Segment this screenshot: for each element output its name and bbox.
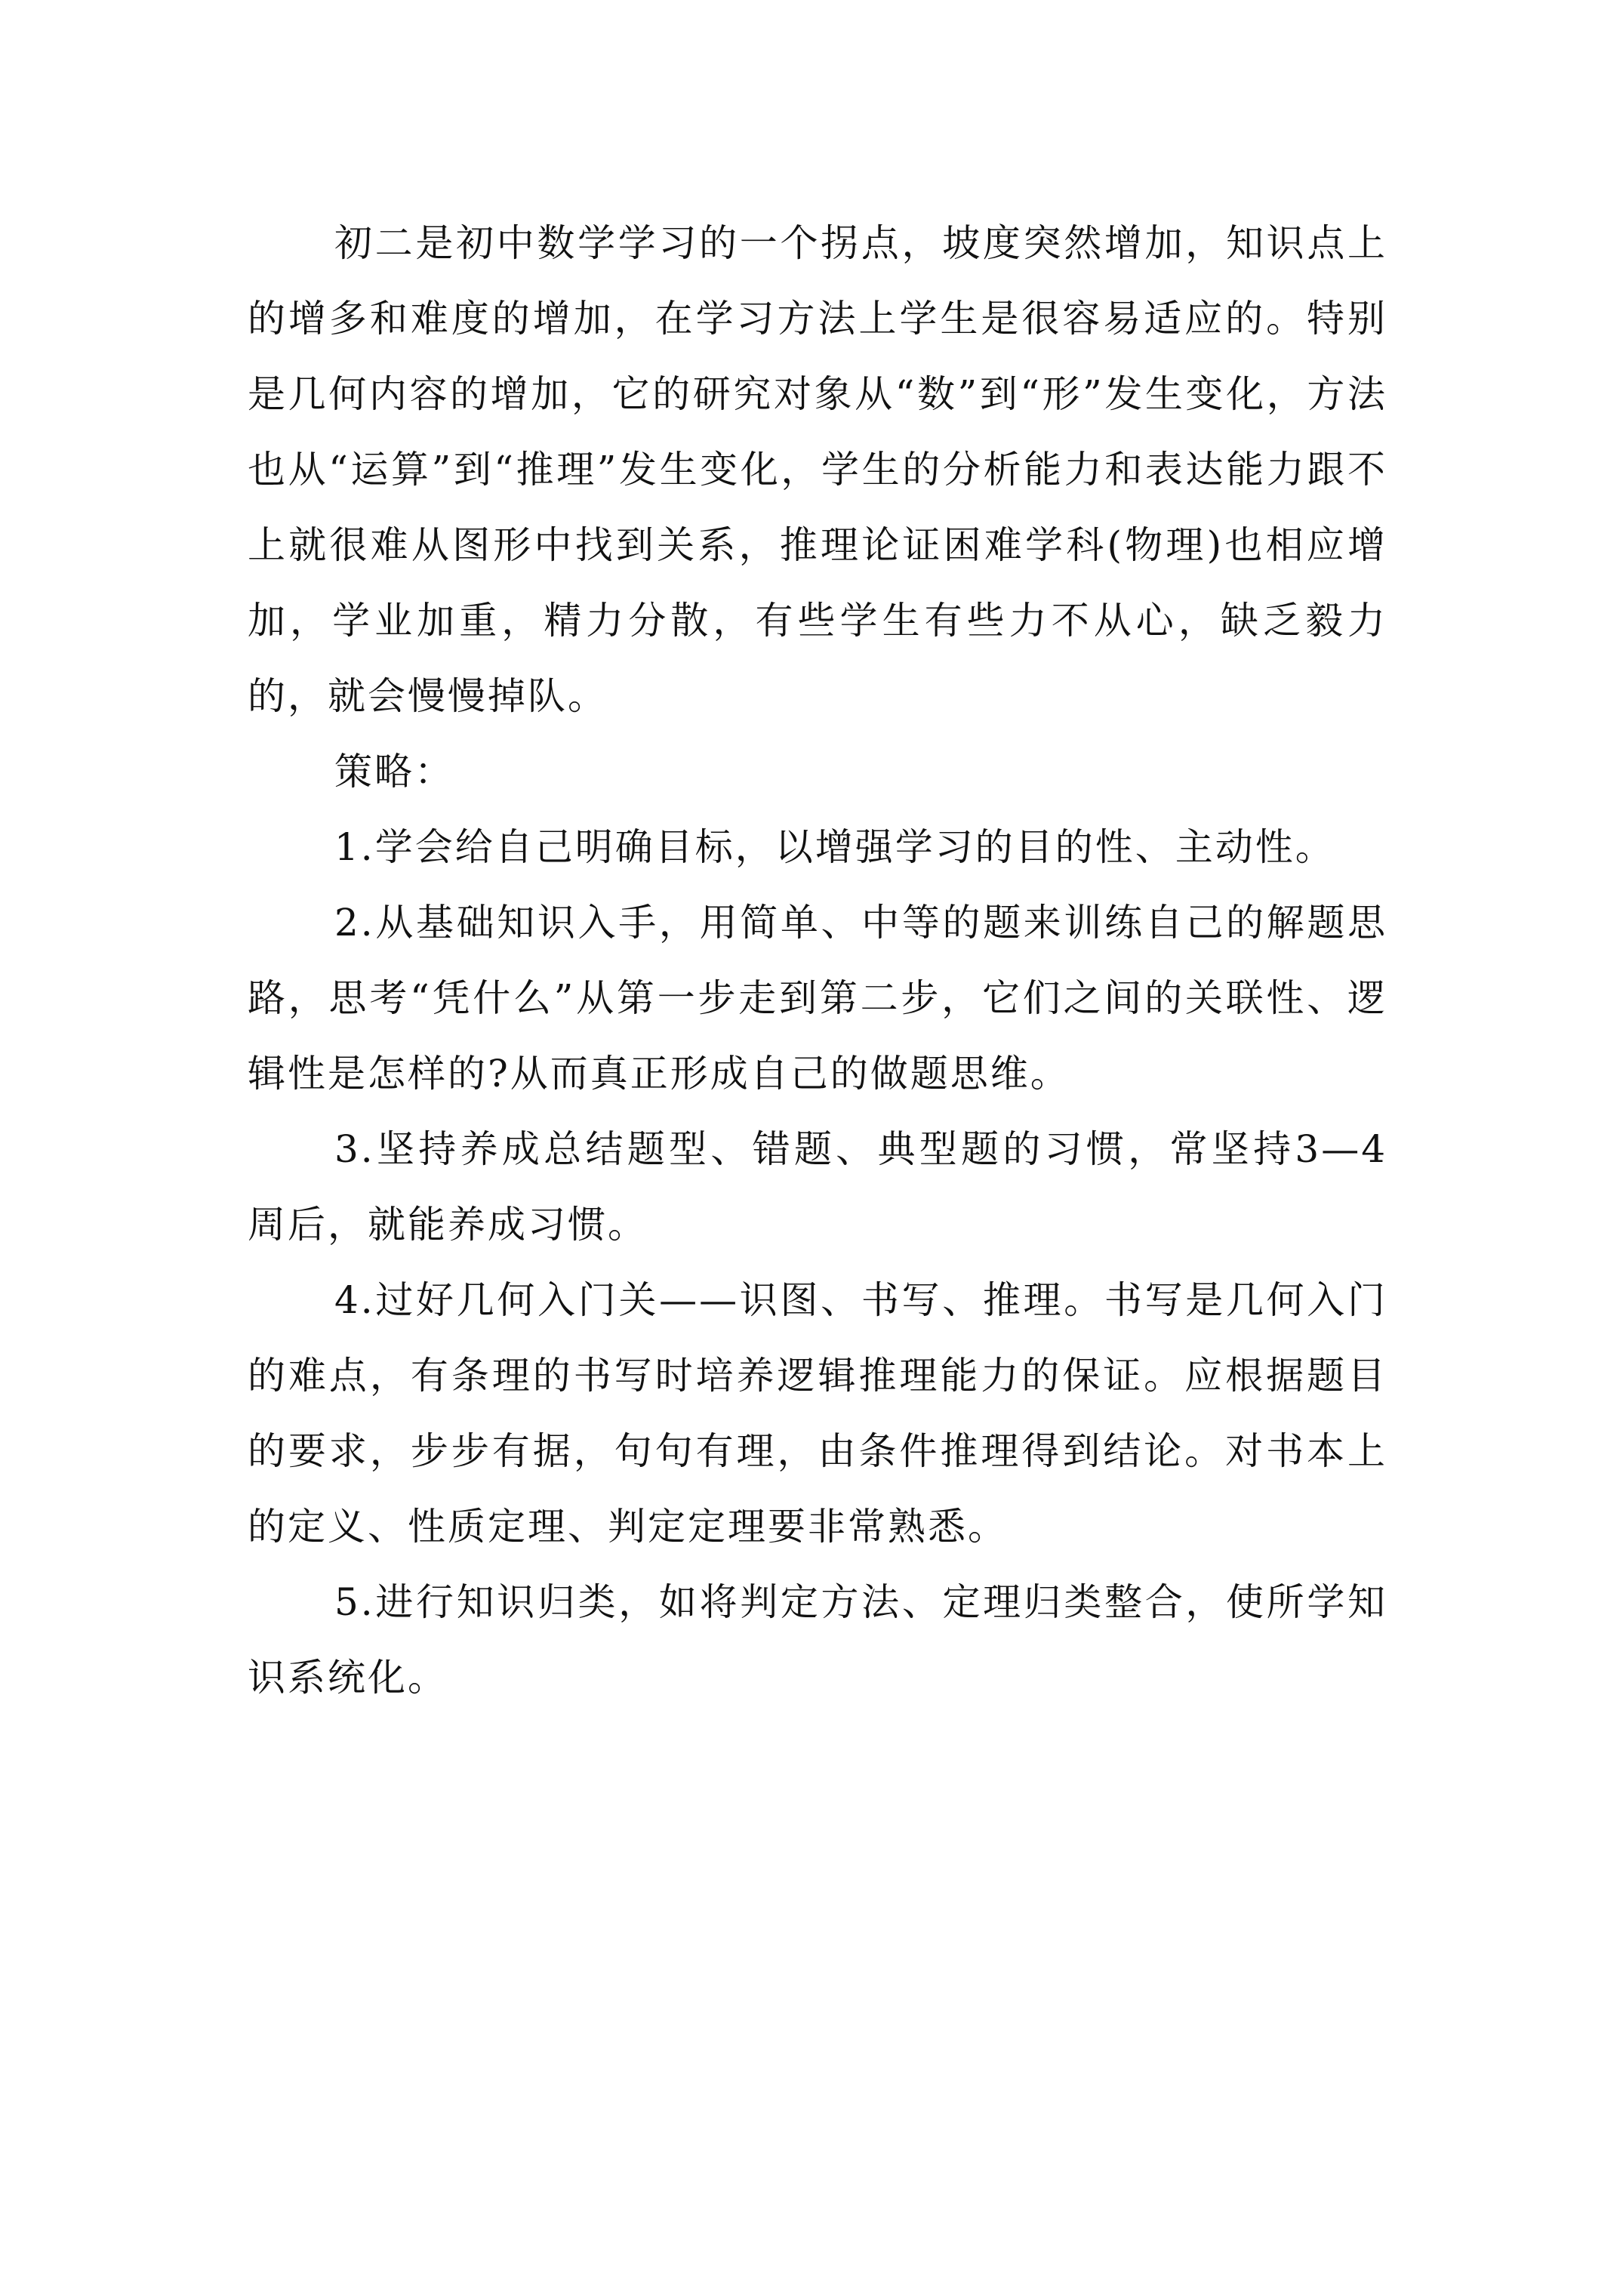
strategy-item-2: 2.从基础知识入手，用简单、中等的题来训练自己的解题思路，思考“凭什么”从第一步走到第二步，它们之间的关联性、逻辑性是怎样的?从而真正形成自己的做题思维。	[248, 901, 1387, 1096]
intro-paragraph: 初二是初中数学学习的一个拐点，坡度突然增加，知识点上的增多和难度的增加，在学习方法上学生是很容易适应的。特别是几何内容的增加，它的研究对象从“数”到“形”发生变化，方法也从“运算”到“推理”发生变化，学生的分析能力和表达能力跟不上就很难从图形中找到关系，推理论证困难学科(物理)也相应增加，学业加重，精力分散，有些学生有些力不从心，缺乏毅力的，就会慢慢掉队。	[248, 221, 1387, 718]
strategy-item-3: 3.坚持养成总结题型、错题、典型题的习惯，常坚持3—4周后，就能养成习惯。	[248, 1127, 1387, 1247]
strategy-item-1: 1.学会给自己明确目标，以增强学习的目的性、主动性。	[334, 825, 1335, 869]
strategy-item-4: 4.过好几何入门关——识图、书写、推理。书写是几何入门的难点，有条理的书写时培养逻辑推理能力的保证。应根据题目的要求，步步有据，句句有理，由条件推理得到结论。对书本上的定义、性质定理、判定定理要非常熟悉。	[248, 1278, 1387, 1549]
strategy-heading: 策略：	[334, 750, 454, 794]
document-body	[248, 205, 1387, 1715]
strategy-item-5: 5.进行知识归类，如将判定方法、定理归类整合，使所学知识系统化。	[248, 1580, 1387, 1700]
